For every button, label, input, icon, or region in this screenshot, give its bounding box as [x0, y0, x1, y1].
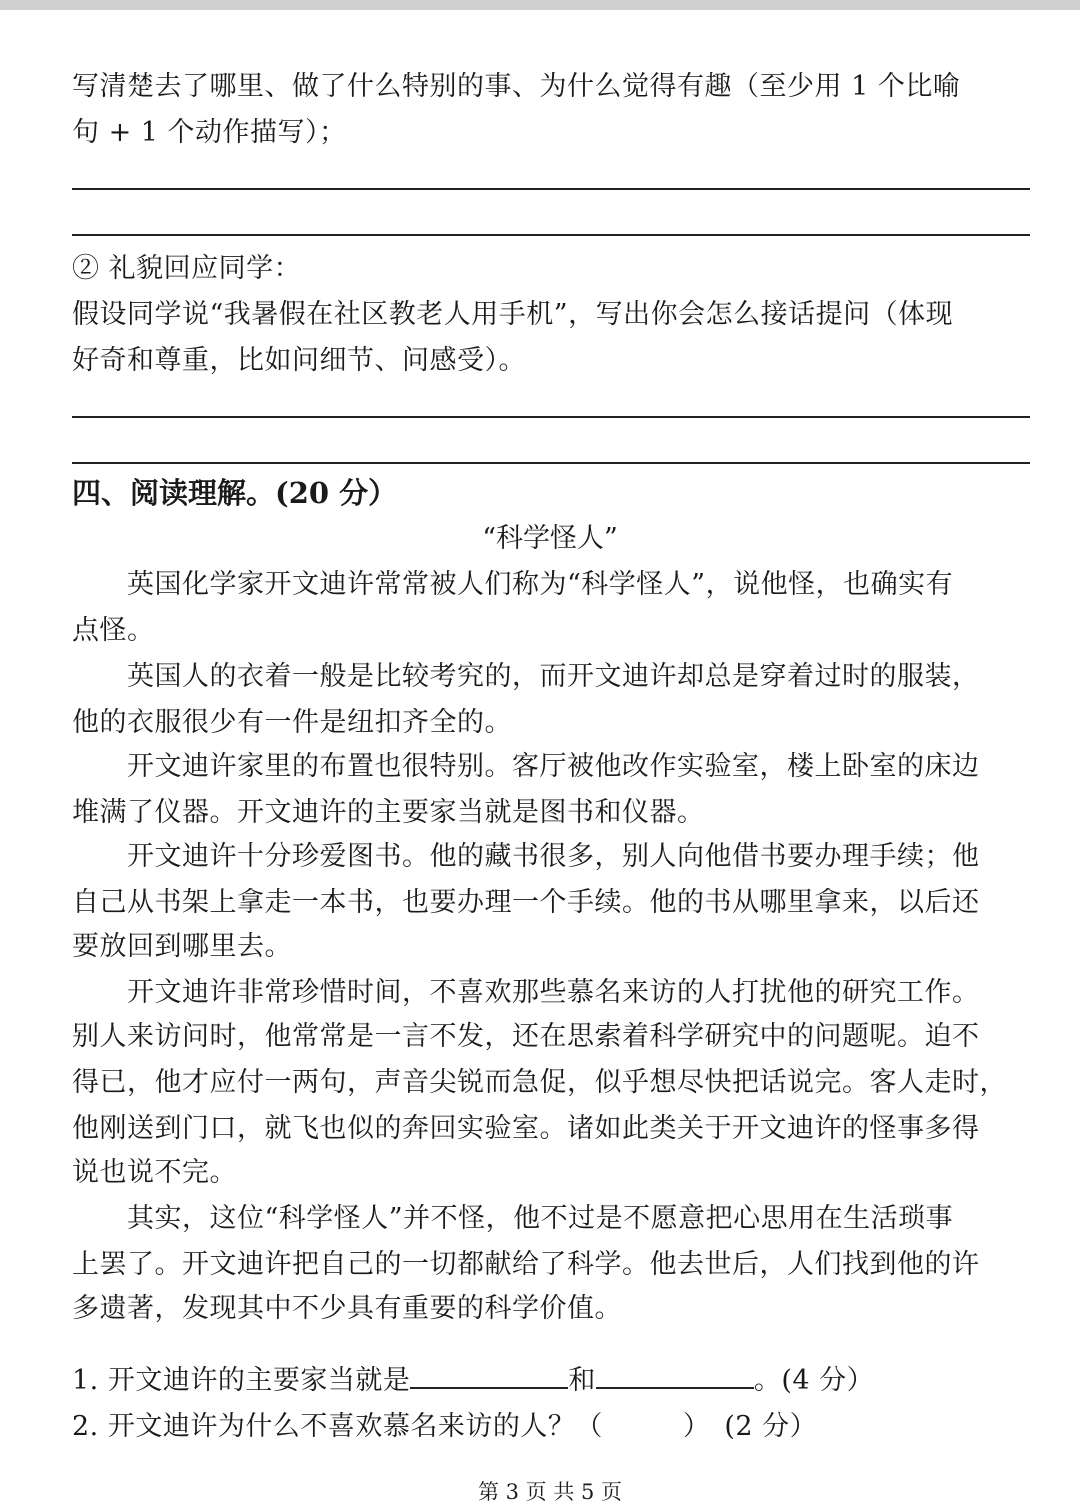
p1-line-1: 英国化学家开文迪许常常被人们称为“科学怪人”，说他怪，也确实有 [72, 569, 954, 600]
question-1-suffix: 。(4 分） [753, 1365, 875, 1396]
answer-line-3[interactable] [72, 416, 1030, 418]
question-2-prefix: 2. 开文迪许为什么不喜欢慕名来访的人？（ [72, 1411, 603, 1442]
question-1-prefix: 1. 开文迪许的主要家当就是 [72, 1365, 411, 1396]
answer-line-4[interactable] [72, 462, 1030, 464]
prompt-line-1: 写清楚去了哪里、做了什么特别的事、为什么觉得有趣（至少用 1 个比喻 [72, 71, 961, 102]
question-1-blank-b[interactable] [596, 1361, 754, 1389]
p5-line-1: 开文迪许非常珍惜时间，不喜欢那些慕名来访的人打扰他的研究工作。 [72, 977, 980, 1008]
p4-line-3: 要放回到哪里去。 [72, 931, 292, 962]
answer-line-1[interactable] [72, 188, 1030, 190]
p5-line-5: 说也说不完。 [72, 1157, 237, 1188]
p6-line-3: 多遗著，发现其中不少具有重要的科学价值。 [72, 1293, 622, 1324]
p2-line-1: 英国人的衣着一般是比较考究的，而开文迪许却总是穿着过时的服装， [72, 661, 980, 692]
question-1-blank-a[interactable] [410, 1361, 568, 1389]
p6-line-1: 其实，这位“科学怪人”并不怪，他不过是不愿意把心思用在生活琐事 [72, 1203, 954, 1234]
answer-line-2[interactable] [72, 234, 1030, 236]
sub-item-2-line-1: 假设同学说“我暑假在社区教老人用手机”，写出你会怎么接话提问（体现 [72, 299, 954, 330]
page-footer: 第 3 页 共 5 页 [477, 1480, 623, 1504]
passage-title: “科学怪人” [482, 523, 618, 554]
p5-line-3: 得已，他才应付一两句，声音尖锐而急促，似乎想尽快把话说完。客人走时， [72, 1067, 1007, 1098]
p2-line-2: 他的衣服很少有一件是纽扣齐全的。 [72, 707, 512, 738]
sub-item-2-label: ② 礼貌回应同学： [72, 253, 302, 284]
p4-line-2: 自己从书架上拿走一本书，也要办理一个手续。他的书从哪里拿来，以后还 [72, 887, 980, 918]
question-2-suffix: ） (2 分） [682, 1411, 818, 1442]
p6-line-2: 上罢了。开文迪许把自己的一切都献给了科学。他去世后，人们找到他的许 [72, 1249, 980, 1280]
p3-line-1: 开文迪许家里的布置也很特别。客厅被他改作实验室，楼上卧室的床边 [72, 751, 980, 782]
section-4-heading: 四、阅读理解。(20 分） [72, 476, 398, 510]
question-1 [72, 1358, 1042, 1404]
p3-line-2: 堆满了仪器。开文迪许的主要家当就是图书和仪器。 [72, 797, 705, 828]
p4-line-1: 开文迪许十分珍爱图书。他的藏书很多，别人向他借书要办理手续；他 [72, 841, 980, 872]
question-1-middle: 和 [568, 1365, 596, 1396]
p1-line-2: 点怪。 [72, 615, 155, 646]
p5-line-4: 他刚送到门口，就飞也似的奔回实验室。诸如此类关于开文迪许的怪事多得 [72, 1113, 980, 1144]
question-2 [72, 1404, 1042, 1450]
p5-line-2: 别人来访问时，他常常是一言不发，还在思索着科学研究中的问题呢。迫不 [72, 1021, 980, 1052]
sub-item-2-line-2: 好奇和尊重，比如问细节、问感受）。 [72, 345, 526, 376]
prompt-line-2: 句 + 1 个动作描写）； [72, 117, 347, 148]
